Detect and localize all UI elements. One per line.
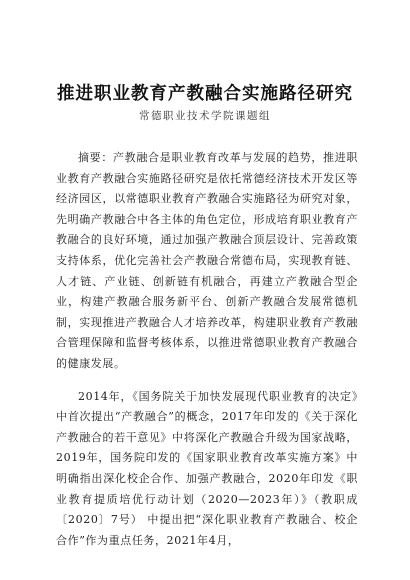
document-body <box>56 148 358 563</box>
author-affiliation: 常德职业技术学院课题组 <box>139 110 271 122</box>
body-paragraph: 2014年，《国务院关于加快发展现代职业教育的决定》中首次提出“产教融合”的概念，2017年印发的《关于深化产教融合的若干意见》中将深化产教融合升级为国家战略，2019年，国务院印发的《国家职业教育改革实施方案》中明确指出深化校企合作、加强产教融合，2020年印发《职业教育提质培优行动计划（2020—2023年）》（教职成〔2020〕7号） 中提出把“深化职业教育产教融合、校企合作”作为重点任务，2021年4月， <box>56 389 358 547</box>
abstract-label: 摘要： <box>78 151 114 164</box>
abstract-paragraph <box>56 148 358 375</box>
abstract-text: 产教融合是职业教育改革与发展的趋势，推进职业教育产教融合实施路径研究是依托常德经济技术开发区等经济园区，以常德职业教育产教融合实施路径为研究对象，先明确产教融合中各主体的角色定位，形成培育职业教育产教融合的良好环境，通过加强产教融合顶层设计、完善政策支持体系，优化完善社会产教融合常德布局，实现教育链、人才链、产业链、创新链有机融合，再建立产教融合型企业，构建产教融合服务新平台、创新产教融合发展常德机制，实现推进产教融合人才培养改革，构建职业教育产教融合管理保障和监督考核体系，以推进常德职业教育产教融合的健康发展。 <box>56 151 358 370</box>
document-title: 推进职业教育产教融合实施路径研究 <box>57 84 353 104</box>
